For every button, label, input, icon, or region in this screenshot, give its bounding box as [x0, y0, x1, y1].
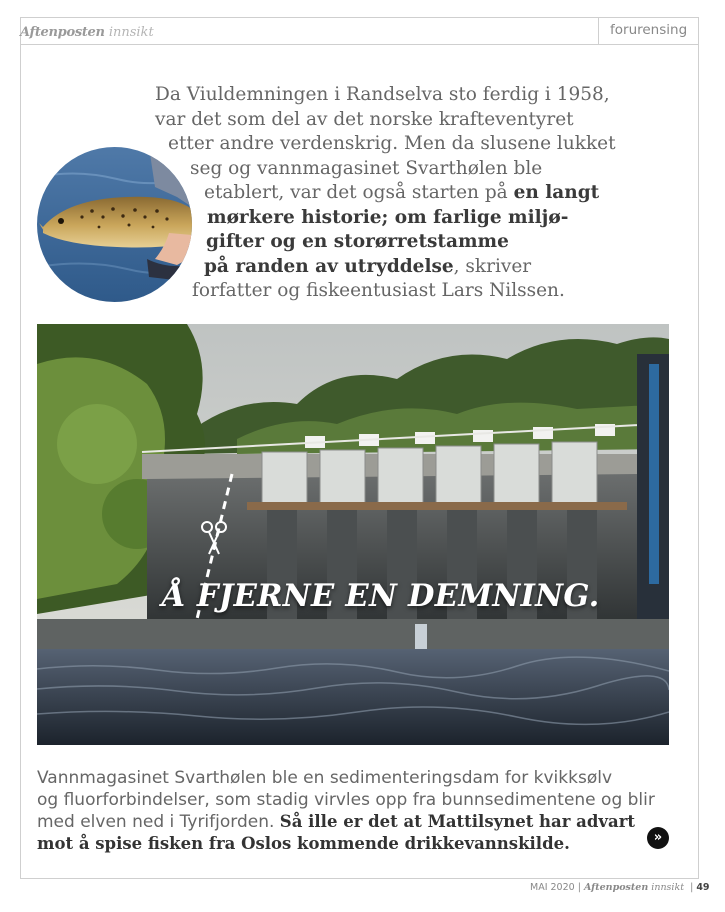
body-line: Vannmagasinet Svarthølen ble en sedimenteringsdam for kvikksølv [37, 768, 613, 788]
lead-line: på randen av utryddelse, skriver [204, 255, 532, 277]
lead-line: mørkere historie; om farlige miljø- [207, 206, 569, 228]
body-line: og fluorforbindelser, som stadig virvles opp fra bunnsedimentene og blir [37, 790, 655, 810]
body-paragraph [37, 767, 657, 855]
trout-photo [37, 147, 192, 302]
lead-line: etter andre verdenskrig. Men da slusene lukket [168, 133, 616, 154]
page-footer: MAI 2020 | Aftenposten innsikt | 49 [530, 882, 710, 893]
header-divider [598, 17, 599, 45]
lead-line: etablert, var det også starten på en langt [204, 182, 600, 203]
body-line: mot å spise fisken fra Oslos kommende drikkevannskilde. [37, 834, 570, 853]
footer-date: MAI 2020 [530, 882, 575, 893]
dam-photo [37, 324, 669, 745]
lead-line: seg og vannmagasinet Svarthølen ble [190, 157, 543, 179]
brand-logo: Aftenposten innsikt [20, 25, 154, 40]
section-label: forurensing [610, 22, 688, 38]
lead-line: gifter og en storørretstamme [206, 231, 509, 252]
footer-brand: Aftenposten innsikt [583, 882, 685, 893]
photo-headline: Å FJERNE EN DEMNING. [162, 578, 600, 614]
lead-line: var det som del av det norske krafteventyret [155, 108, 574, 130]
lead-line: forfatter og fiskeentusiast Lars Nilssen. [192, 280, 565, 301]
lead-line: Da Viuldemningen i Randselva sto ferdig i 1958, [155, 84, 610, 105]
double-chevron-right-icon[interactable]: » [647, 827, 669, 849]
body-line: med elven ned i Tyrifjorden. Så ille er det at Mattilsynet har advart [37, 812, 636, 832]
page-number: 49 [696, 882, 710, 893]
